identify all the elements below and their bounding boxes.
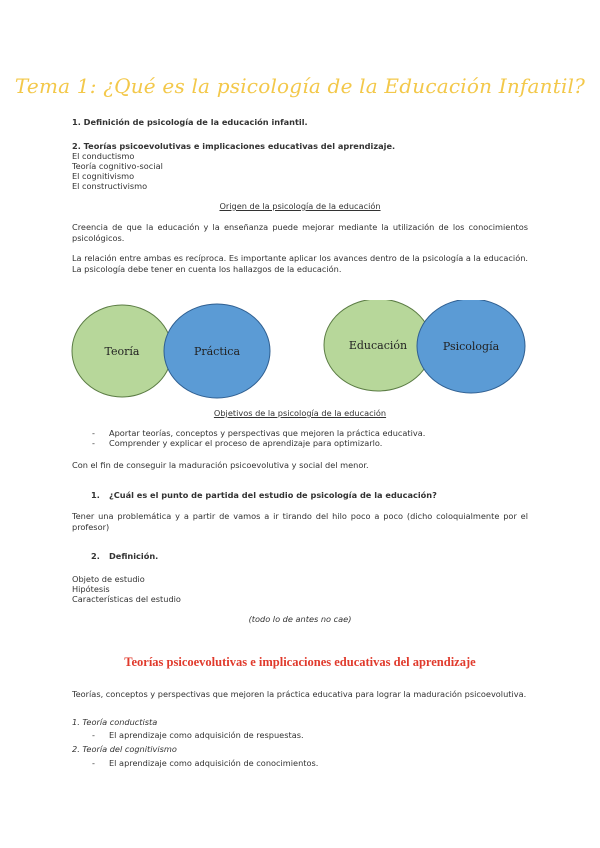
venn-diagram-educacion-psicologia [324,300,525,393]
bullet-dash: - [92,730,95,740]
bullet-dash: - [92,438,95,448]
venn-label-practica: Práctica [193,345,241,358]
toc-subitem: El conductismo [72,151,135,161]
note: (todo lo de antes no cae) [248,614,352,624]
toc-subitem: Teoría cognitivo-social [72,161,163,171]
theories-heading: Teorías psicoevolutivas e implicaciones educativas del aprendizaje [124,655,476,669]
theory-2-bullet: El aprendizaje como adquisición de conocimientos. [109,758,319,768]
definition-item: Características del estudio [72,594,181,604]
theories-intro: Teorías, conceptos y perspectivas que mejoren la práctica educativa para lograr la maduración psicoevolutiva. [72,689,527,699]
origin-heading: Origen de la psicología de la educación [219,201,381,211]
origin-paragraph-1: Creencia de que la educación y la enseñanza puede mejorar mediante la utilización de los conocimientos psicológicos. [72,222,528,243]
definition-item: Objeto de estudio [72,574,145,584]
toc-item-2: 2. Teorías psicoevolutivas e implicaciones educativas del aprendizaje. [72,141,396,151]
venn-diagrams [60,300,540,400]
question-1-text: ¿Cuál es el punto de partida del estudio de psicología de la educación? [109,490,437,500]
bullet-dash: - [92,428,95,438]
definition-item: Hipótesis [72,584,110,594]
theory-1-bullet: El aprendizaje como adquisición de respuestas. [109,730,304,740]
question-1-answer: Tener una problemática y a partir de vamos a ir tirando del hilo poco a poco (dicho coloquialmente por el profesor) [72,511,528,532]
objectives-conclusion: Con el fin de conseguir la maduración psicoevolutiva y social del menor. [72,460,369,470]
venn-label-psicologia: Psicología [442,340,500,353]
theory-2-title: 2. Teoría del cognitivismo [72,744,177,754]
venn-label-educacion: Educación [348,339,408,352]
bullet-dash: - [92,758,95,768]
venn-label-teoria: Teoría [104,345,140,358]
question-2-number: 2. [91,551,100,561]
origin-paragraph-2: La relación entre ambas es recíproca. Es importante aplicar los avances dentro de la psicología a la educación. La psicología debe tener en cuenta los hallazgos de la educación. [72,253,528,274]
question-1-number: 1. [91,490,100,500]
venn-diagram-teoria-practica [72,304,270,398]
toc-subitem: El cognitivismo [72,171,135,181]
theory-1-title: 1. Teoría conductista [72,717,158,727]
objective-bullet: Aportar teorías, conceptos y perspectivas que mejoren la práctica educativa. [109,428,426,438]
objective-bullet: Comprender y explicar el proceso de aprendizaje para optimizarlo. [109,438,383,448]
toc-item-1: 1. Definición de psicología de la educación infantil. [72,117,308,127]
page-title: Tema 1: ¿Qué es la psicología de la Educación Infantil? [14,74,586,98]
toc-subitem: El constructivismo [72,181,148,191]
objectives-heading: Objetivos de la psicología de la educación [213,408,387,418]
question-2-text: Definición. [109,551,159,561]
